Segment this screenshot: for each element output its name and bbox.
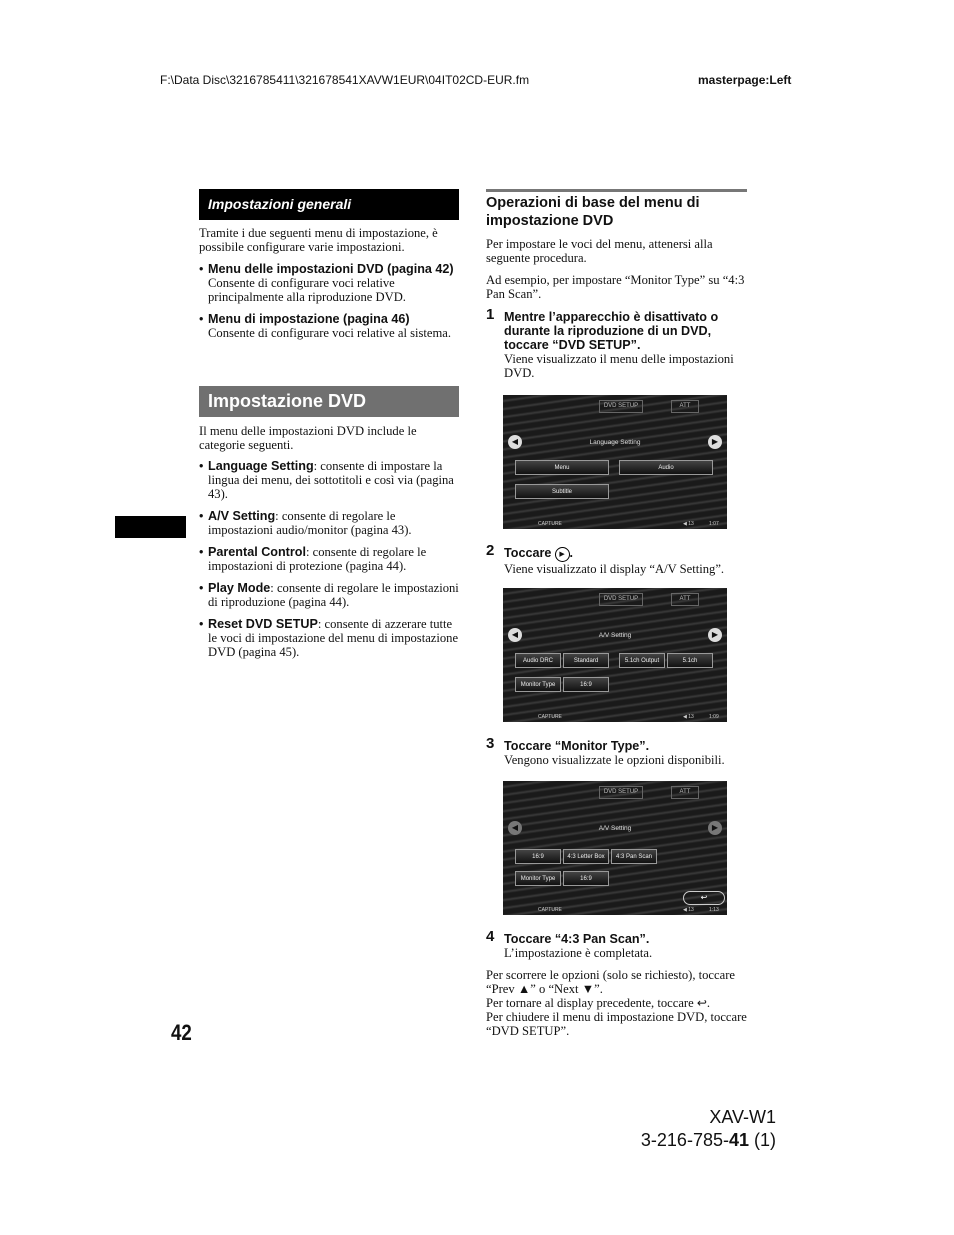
volume-indicator: ◀ 13 <box>683 714 694 720</box>
audio-option[interactable]: Audio <box>619 460 713 475</box>
monitor-type-value[interactable]: 16:9 <box>563 677 609 692</box>
next-arrow-icon[interactable]: ▶ <box>708 628 722 642</box>
step-1: 1 Mentre l’apparecchio è disattivato o durante la riproduzione di un DVD, toccare “DVD SETUP”. Viene visualizzato il menu delle impostazioni DVD. <box>486 306 734 380</box>
step-4: 4 Toccare “4:3 Pan Scan”. L’impostazione è completata. <box>486 928 653 960</box>
product-code: 3-216-785-41 (1) <box>640 1130 776 1150</box>
final-notes: Per scorrere le opzioni (solo se richiesto), toccare “Prev ▲” o “Next ▼”. Per tornare al display precedente, toccare ↩. Per chiudere il menu di impostazione DVD, toccare “DVD SETUP”. <box>486 968 747 1038</box>
model-name: XAV-W1 <box>709 1107 776 1127</box>
play-icon: ▶ <box>555 547 570 562</box>
dvd-setup-button[interactable]: DVD SETUP <box>599 593 643 606</box>
list-item: • Menu delle impostazioni DVD (pagina 42) Consente di configurare voci relative principalmente alla riproduzione DVD. <box>199 262 459 304</box>
screen-av-setting <box>503 588 727 722</box>
step-2: 2 Toccare ▶ . Viene visualizzato il display “A/V Setting”. <box>486 542 725 576</box>
list-item: • Menu di impostazione (pagina 46) Consente di configurare voci relative al sistema. <box>199 312 459 340</box>
monitor-type-option[interactable]: Monitor Type <box>515 871 561 886</box>
capture-label[interactable]: CAPTURE <box>538 521 562 527</box>
procedure-heading: Operazioni di base del menu di impostazione DVD <box>486 195 700 229</box>
audio-drc-option[interactable]: Audio DRC <box>515 653 561 668</box>
att-button[interactable]: ATT <box>671 593 699 606</box>
screen-title: A/V Setting <box>598 632 632 639</box>
prev-arrow-icon[interactable]: ◀ <box>508 435 522 449</box>
screen-monitor-options <box>503 781 727 915</box>
volume-indicator: ◀ 13 <box>683 521 694 527</box>
step-3: 3 Toccare “Monitor Type”. Vengono visualizzate le opzioni disponibili. <box>486 735 725 767</box>
capture-label[interactable]: CAPTURE <box>538 714 562 720</box>
menu-option[interactable]: Menu <box>515 460 609 475</box>
general-intro: Tramite i due seguenti menu di impostazione, è possibile configurare varie impostazioni. <box>199 226 438 254</box>
capture-label[interactable]: CAPTURE <box>538 907 562 913</box>
list-item: • Reset DVD SETUP: consente di azzerare tutte le voci di impostazione del menu di impostazione DVD (pagina 45). <box>199 617 461 659</box>
dvd-setup-button[interactable]: DVD SETUP <box>599 400 643 413</box>
back-arrow-icon[interactable]: ↩ <box>683 891 725 905</box>
side-tab-marker <box>115 516 186 538</box>
audio-drc-value[interactable]: Standard <box>563 653 609 668</box>
option-16-9[interactable]: 16:9 <box>515 849 561 864</box>
screen-title: Language Setting <box>589 439 641 446</box>
screen-language-setting <box>503 395 727 529</box>
volume-indicator: ◀ 13 <box>683 907 694 913</box>
list-item: • Language Setting: consente di impostare la lingua dei menu, dei sottotitoli e così via (pagina 43). <box>199 459 461 501</box>
dvd-setup-button[interactable]: DVD SETUP <box>599 786 643 799</box>
att-button[interactable]: ATT <box>671 400 699 413</box>
screen-title: A/V Setting <box>598 825 632 832</box>
output-option[interactable]: 5.1ch Output <box>619 653 665 668</box>
att-button[interactable]: ATT <box>671 786 699 799</box>
dvd-category-list <box>199 459 461 667</box>
list-item: • A/V Setting: consente di regolare le impostazioni audio/monitor (pagina 43). <box>199 509 461 537</box>
heading-rule <box>486 189 747 192</box>
section-title-dvd: Impostazione DVD <box>199 386 459 417</box>
file-path: F:\Data Disc\3216785411\321678541XAVW1EUR\04IT02CD-EUR.fm <box>160 73 530 87</box>
page-number: 42 <box>171 1020 192 1045</box>
option-pan-scan[interactable]: 4:3 Pan Scan <box>611 849 657 864</box>
general-list <box>199 262 459 348</box>
option-letter-box[interactable]: 4:3 Letter Box <box>563 849 609 864</box>
section-title-general: Impostazioni generali <box>199 189 459 220</box>
clock: 1:09 <box>709 714 719 720</box>
subtitle-option[interactable]: Subtitle <box>515 484 609 499</box>
output-value[interactable]: 5.1ch <box>667 653 713 668</box>
masterpage-label: masterpage:Left <box>698 73 792 87</box>
prev-arrow-icon[interactable]: ◀ <box>508 821 522 835</box>
next-arrow-icon[interactable]: ▶ <box>708 435 722 449</box>
clock: 1:13 <box>709 907 719 913</box>
list-item: • Parental Control: consente di regolare le impostazioni di protezione (pagina 44). <box>199 545 461 573</box>
back-arrow-icon: ↩ <box>696 996 707 1010</box>
monitor-type-option[interactable]: Monitor Type <box>515 677 561 692</box>
clock: 1:07 <box>709 521 719 527</box>
procedure-example: Ad esempio, per impostare “Monitor Type” su “4:3 Pan Scan”. <box>486 273 745 301</box>
dvd-intro: Il menu delle impostazioni DVD include le categorie seguenti. <box>199 424 417 452</box>
prev-arrow-icon[interactable]: ◀ <box>508 628 522 642</box>
list-item: • Play Mode: consente di regolare le impostazioni di riproduzione (pagina 44). <box>199 581 461 609</box>
monitor-type-value[interactable]: 16:9 <box>563 871 609 886</box>
next-arrow-icon[interactable]: ▶ <box>708 821 722 835</box>
procedure-intro: Per impostare le voci del menu, attenersi alla seguente procedura. <box>486 237 713 265</box>
